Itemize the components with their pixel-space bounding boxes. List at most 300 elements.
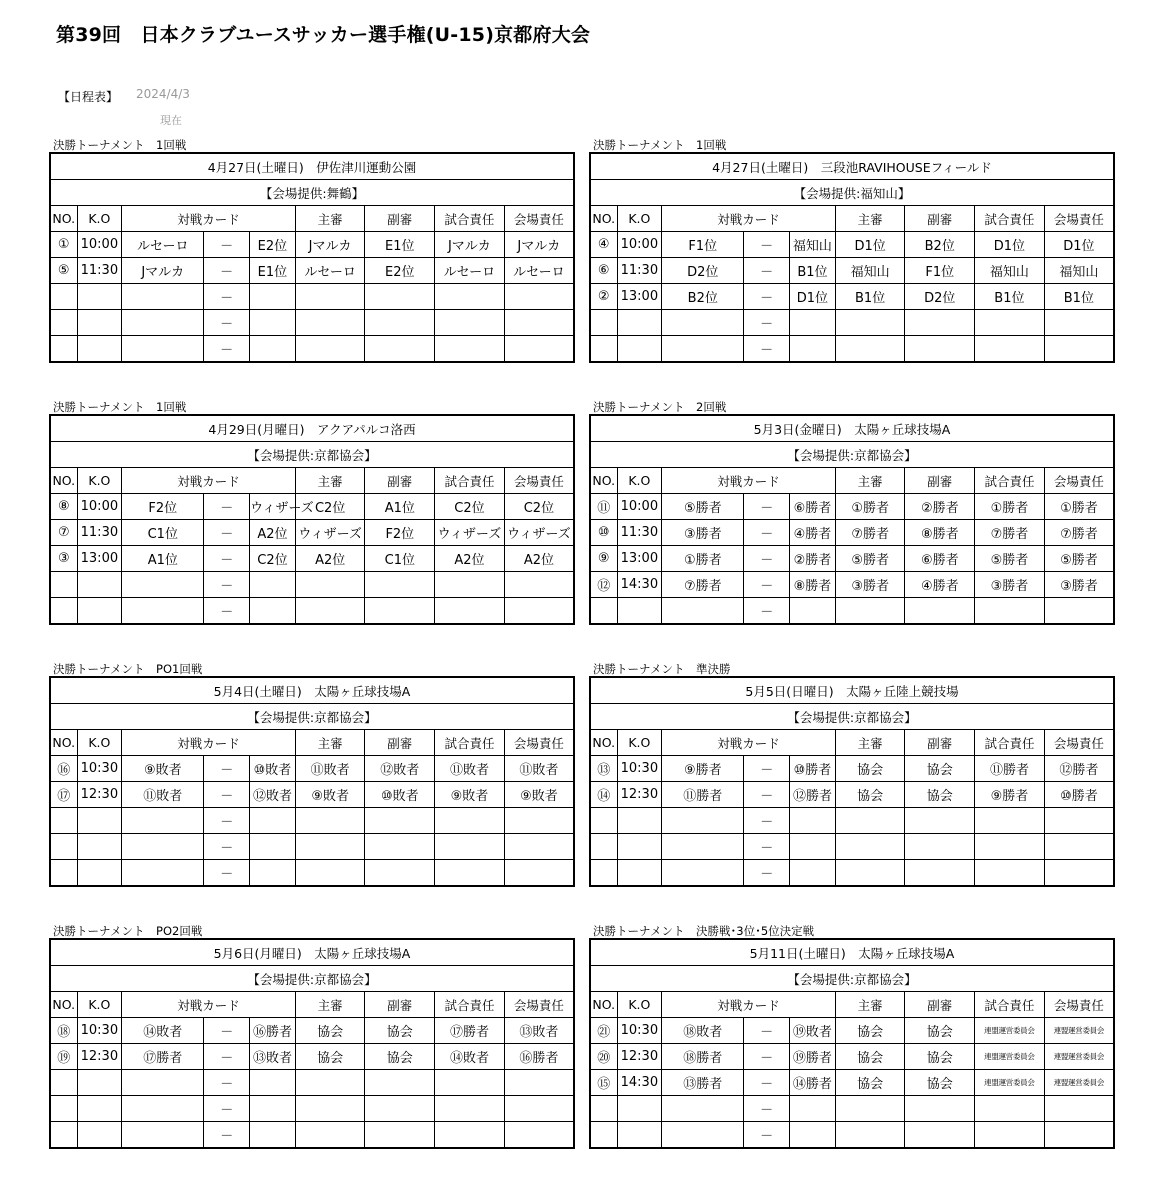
versus-dash: －: [204, 1070, 250, 1096]
kickoff-time: 10:00: [77, 494, 122, 520]
match-no: [590, 310, 617, 336]
match-row: [590, 520, 1114, 546]
schedule-block: [49, 138, 575, 363]
match-no: [50, 834, 77, 860]
provider-row: [50, 966, 574, 992]
col-header-ko: K.O: [77, 992, 122, 1018]
assistant-referee: [365, 572, 435, 598]
venue-cell: 5月3日(金曜日) 太陽ヶ丘球技場A: [590, 415, 1114, 442]
venue-cell: 5月6日(月曜日) 太陽ヶ丘球技場A: [50, 939, 574, 966]
kickoff-time: [77, 310, 122, 336]
col-header-referee: 主審: [835, 730, 905, 756]
col-header-assistant: 副審: [365, 468, 435, 494]
team-home: B2位: [662, 284, 744, 310]
provider-cell: 【会場提供:京都協会】: [590, 704, 1114, 730]
column-header-row: [50, 468, 574, 494]
match-row: [590, 598, 1114, 625]
match-row: [50, 572, 574, 598]
match-no: ⑬: [590, 756, 617, 782]
versus-dash: －: [744, 258, 790, 284]
match-row: [50, 1070, 574, 1096]
match-row: [590, 1122, 1114, 1149]
match-no: ⑯: [50, 756, 77, 782]
venue-responsible: ⑬敗者: [504, 1018, 574, 1044]
team-home: [122, 1096, 204, 1122]
col-header-match-card: 対戦カード: [122, 992, 296, 1018]
match-responsible: 連盟運営委員会: [975, 1044, 1045, 1070]
versus-dash: －: [744, 336, 790, 363]
kickoff-time: 10:00: [617, 232, 662, 258]
schedule-table: [589, 152, 1115, 363]
match-row: [50, 756, 574, 782]
col-header-match-responsible: 試合責任: [435, 206, 505, 232]
team-home: C1位: [122, 520, 204, 546]
match-responsible: [975, 1096, 1045, 1122]
match-responsible: [435, 598, 505, 625]
match-no: ㉑: [590, 1018, 617, 1044]
assistant-referee: [365, 336, 435, 363]
versus-dash: －: [204, 546, 250, 572]
col-header-match-responsible: 試合責任: [975, 730, 1045, 756]
match-row: [50, 860, 574, 887]
match-no: ⑭: [590, 782, 617, 808]
kickoff-time: 13:00: [617, 284, 662, 310]
referee: ウィザーズ: [295, 520, 365, 546]
assistant-referee: B2位: [905, 232, 975, 258]
match-row: [50, 494, 574, 520]
block-caption: 決勝トーナメント PO1回戦: [53, 662, 203, 676]
team-home: ルセーロ: [122, 232, 204, 258]
versus-dash: －: [744, 494, 790, 520]
venue-responsible: B1位: [1044, 284, 1114, 310]
match-responsible: [435, 336, 505, 363]
col-header-match-card: 対戦カード: [122, 730, 296, 756]
kickoff-time: 13:00: [77, 546, 122, 572]
match-row: [50, 1044, 574, 1070]
match-row: [50, 598, 574, 625]
column-header-row: [590, 992, 1114, 1018]
col-header-assistant: 副審: [365, 730, 435, 756]
team-home: [662, 310, 744, 336]
team-away: ⑯勝者: [250, 1018, 296, 1044]
match-no: [590, 1122, 617, 1149]
provider-cell: 【会場提供:京都協会】: [50, 966, 574, 992]
venue-responsible: 連盟運営委員会: [1044, 1044, 1114, 1070]
match-row: [590, 782, 1114, 808]
match-row: [590, 1044, 1114, 1070]
referee: [835, 1122, 905, 1149]
kickoff-time: [77, 1096, 122, 1122]
kickoff-time: [77, 572, 122, 598]
referee: A2位: [295, 546, 365, 572]
venue-responsible: ⑫勝者: [1044, 756, 1114, 782]
venue-responsible: [504, 1070, 574, 1096]
kickoff-time: 10:30: [617, 756, 662, 782]
versus-dash: －: [744, 782, 790, 808]
match-row: [50, 336, 574, 363]
provider-cell: 【会場提供:京都協会】: [590, 442, 1114, 468]
venue-cell: 4月29日(月曜日) アクアパルコ洛西: [50, 415, 574, 442]
col-header-no: NO.: [50, 992, 77, 1018]
team-away: E1位: [250, 258, 296, 284]
match-row: [590, 572, 1114, 598]
schedule-block: [49, 400, 575, 625]
page-title: 第39回 日本クラブユースサッカー選手権(U-15)京都府大会: [56, 24, 591, 46]
referee: [835, 808, 905, 834]
match-no: ⑨: [590, 546, 617, 572]
venue-responsible: ⑪敗者: [504, 756, 574, 782]
team-away: [250, 1096, 296, 1122]
match-responsible: ウィザーズ: [435, 520, 505, 546]
assistant-referee: [365, 860, 435, 887]
col-header-referee: 主審: [295, 992, 365, 1018]
block-caption: 決勝トーナメント 1回戦: [53, 138, 187, 152]
referee: ⑤勝者: [835, 546, 905, 572]
versus-dash: －: [204, 598, 250, 625]
referee: B1位: [835, 284, 905, 310]
match-responsible: C2位: [435, 494, 505, 520]
assistant-referee: [365, 1122, 435, 1149]
match-responsible: [435, 284, 505, 310]
assistant-referee: [365, 310, 435, 336]
team-away: [250, 598, 296, 625]
match-no: [590, 1096, 617, 1122]
team-home: ⑨勝者: [662, 756, 744, 782]
col-header-venue-responsible: 会場責任: [504, 730, 574, 756]
venue-responsible: ⑩勝者: [1044, 782, 1114, 808]
provider-row: [590, 180, 1114, 206]
provider-row: [590, 966, 1114, 992]
schedule-table: [49, 676, 575, 887]
venue-row: [50, 153, 574, 180]
column-header-row: [590, 206, 1114, 232]
team-home: [122, 1122, 204, 1149]
referee: [835, 336, 905, 363]
referee: [835, 1096, 905, 1122]
kickoff-time: 13:00: [617, 546, 662, 572]
match-responsible: ①勝者: [975, 494, 1045, 520]
match-no: ⑱: [50, 1018, 77, 1044]
team-away: ⑩敗者: [250, 756, 296, 782]
team-away: [250, 808, 296, 834]
referee: [295, 598, 365, 625]
team-home: [122, 598, 204, 625]
match-row: [50, 1096, 574, 1122]
versus-dash: －: [744, 310, 790, 336]
referee: 協会: [835, 1018, 905, 1044]
match-row: [590, 834, 1114, 860]
versus-dash: －: [744, 1122, 790, 1149]
team-home: [122, 284, 204, 310]
match-no: [50, 1096, 77, 1122]
col-header-venue-responsible: 会場責任: [504, 992, 574, 1018]
match-row: [590, 310, 1114, 336]
team-home: [662, 336, 744, 363]
match-responsible: ⑪勝者: [975, 756, 1045, 782]
match-no: [50, 860, 77, 887]
assistant-referee: [905, 1122, 975, 1149]
col-header-assistant: 副審: [905, 730, 975, 756]
referee: [835, 310, 905, 336]
venue-responsible: [1044, 808, 1114, 834]
col-header-referee: 主審: [295, 468, 365, 494]
versus-dash: －: [204, 1044, 250, 1070]
venue-row: [590, 415, 1114, 442]
assistant-referee: 協会: [905, 756, 975, 782]
venue-responsible: ③勝者: [1044, 572, 1114, 598]
versus-dash: －: [744, 232, 790, 258]
team-away: [250, 1070, 296, 1096]
match-responsible: [435, 1122, 505, 1149]
match-responsible: [435, 834, 505, 860]
match-row: [50, 284, 574, 310]
team-away: ⑬敗者: [250, 1044, 296, 1070]
team-away: B1位: [790, 258, 836, 284]
match-row: [50, 310, 574, 336]
team-home: ⑰勝者: [122, 1044, 204, 1070]
col-header-ko: K.O: [77, 730, 122, 756]
assistant-referee: [905, 808, 975, 834]
assistant-referee: [365, 834, 435, 860]
col-header-ko: K.O: [617, 992, 662, 1018]
team-away: [250, 1122, 296, 1149]
venue-responsible: [1044, 1096, 1114, 1122]
referee: [295, 310, 365, 336]
team-away: ④勝者: [790, 520, 836, 546]
venue-responsible: ⑯勝者: [504, 1044, 574, 1070]
referee: C2位: [295, 494, 365, 520]
assistant-referee: [905, 834, 975, 860]
schedule-block: [589, 138, 1115, 363]
team-home: ⑪勝者: [662, 782, 744, 808]
versus-dash: －: [204, 1018, 250, 1044]
match-no: [50, 310, 77, 336]
provider-row: [50, 704, 574, 730]
match-no: ⑰: [50, 782, 77, 808]
assistant-referee: [905, 598, 975, 625]
block-caption: 決勝トーナメント 1回戦: [53, 400, 187, 414]
team-home: ⑤勝者: [662, 494, 744, 520]
venue-row: [50, 415, 574, 442]
team-away: ②勝者: [790, 546, 836, 572]
kickoff-time: 10:30: [617, 1018, 662, 1044]
kickoff-time: 11:30: [617, 520, 662, 546]
kickoff-time: 10:30: [77, 1018, 122, 1044]
referee: D1位: [835, 232, 905, 258]
column-header-row: [50, 730, 574, 756]
match-no: [590, 598, 617, 625]
kickoff-time: [77, 284, 122, 310]
venue-responsible: ①勝者: [1044, 494, 1114, 520]
col-header-ko: K.O: [617, 468, 662, 494]
assistant-referee: D2位: [905, 284, 975, 310]
column-header-row: [590, 468, 1114, 494]
match-responsible: [435, 860, 505, 887]
referee: 協会: [835, 1044, 905, 1070]
col-header-referee: 主審: [835, 992, 905, 1018]
versus-dash: －: [204, 520, 250, 546]
team-away: D1位: [790, 284, 836, 310]
team-home: [122, 572, 204, 598]
column-header-row: [50, 206, 574, 232]
column-header-row: [590, 730, 1114, 756]
team-home: ⑨敗者: [122, 756, 204, 782]
col-header-referee: 主審: [295, 730, 365, 756]
assistant-referee: 協会: [905, 1018, 975, 1044]
block-caption: 決勝トーナメント PO2回戦: [53, 924, 203, 938]
versus-dash: －: [204, 310, 250, 336]
venue-responsible: C2位: [504, 494, 574, 520]
assistant-referee: C1位: [365, 546, 435, 572]
versus-dash: －: [204, 782, 250, 808]
match-responsible: [975, 336, 1045, 363]
kickoff-time: 12:30: [77, 1044, 122, 1070]
col-header-ko: K.O: [77, 468, 122, 494]
referee: [295, 1096, 365, 1122]
team-home: ①勝者: [662, 546, 744, 572]
schedule-table: [589, 676, 1115, 887]
match-no: [50, 1122, 77, 1149]
col-header-assistant: 副審: [905, 206, 975, 232]
versus-dash: －: [744, 1096, 790, 1122]
versus-dash: －: [744, 546, 790, 572]
match-responsible: ⑪敗者: [435, 756, 505, 782]
provider-cell: 【会場提供:福知山】: [590, 180, 1114, 206]
team-home: ⑪敗者: [122, 782, 204, 808]
venue-responsible: ⑨敗者: [504, 782, 574, 808]
venue-responsible: [1044, 336, 1114, 363]
match-responsible: D1位: [975, 232, 1045, 258]
match-responsible: Jマルカ: [435, 232, 505, 258]
venue-responsible: [1044, 834, 1114, 860]
team-away: [250, 860, 296, 887]
match-no: [50, 1070, 77, 1096]
schedule-table: [589, 938, 1115, 1149]
kickoff-time: [617, 310, 662, 336]
referee: [835, 598, 905, 625]
assistant-referee: [905, 336, 975, 363]
match-row: [50, 1122, 574, 1149]
match-row: [50, 808, 574, 834]
block-caption: 決勝トーナメント 準決勝: [593, 662, 731, 676]
referee: [835, 860, 905, 887]
match-no: ⑪: [590, 494, 617, 520]
venue-responsible: ウィザーズ: [504, 520, 574, 546]
team-away: [790, 310, 836, 336]
assistant-referee: [905, 310, 975, 336]
versus-dash: －: [744, 520, 790, 546]
venue-responsible: [1044, 310, 1114, 336]
team-home: [122, 834, 204, 860]
schedule-table: [49, 414, 575, 625]
kickoff-time: [77, 860, 122, 887]
match-responsible: ⑭敗者: [435, 1044, 505, 1070]
col-header-assistant: 副審: [905, 992, 975, 1018]
kickoff-time: 12:30: [77, 782, 122, 808]
versus-dash: －: [204, 494, 250, 520]
team-away: [790, 1096, 836, 1122]
referee: [295, 572, 365, 598]
assistant-referee: ⑧勝者: [905, 520, 975, 546]
team-home: [662, 1122, 744, 1149]
match-no: ⑫: [590, 572, 617, 598]
match-responsible: ⑦勝者: [975, 520, 1045, 546]
team-away: C2位: [250, 546, 296, 572]
match-row: [50, 232, 574, 258]
team-away: ⑩勝者: [790, 756, 836, 782]
col-header-no: NO.: [590, 992, 617, 1018]
team-home: A1位: [122, 546, 204, 572]
referee: ⑪敗者: [295, 756, 365, 782]
referee: 協会: [295, 1044, 365, 1070]
referee: [295, 284, 365, 310]
match-no: [50, 572, 77, 598]
kickoff-time: [617, 1122, 662, 1149]
assistant-referee: [365, 284, 435, 310]
venue-responsible: 連盟運営委員会: [1044, 1070, 1114, 1096]
venue-responsible: A2位: [504, 546, 574, 572]
versus-dash: －: [204, 572, 250, 598]
versus-dash: －: [744, 598, 790, 625]
col-header-ko: K.O: [617, 206, 662, 232]
col-header-referee: 主審: [835, 468, 905, 494]
assistant-referee: F2位: [365, 520, 435, 546]
venue-responsible: [504, 310, 574, 336]
team-home: Jマルカ: [122, 258, 204, 284]
col-header-venue-responsible: 会場責任: [1044, 730, 1114, 756]
match-responsible: [975, 598, 1045, 625]
col-header-match-responsible: 試合責任: [435, 730, 505, 756]
match-no: ④: [590, 232, 617, 258]
assistant-referee: ⑩敗者: [365, 782, 435, 808]
venue-responsible: [504, 598, 574, 625]
col-header-ko: K.O: [77, 206, 122, 232]
col-header-venue-responsible: 会場責任: [1044, 992, 1114, 1018]
col-header-match-card: 対戦カード: [662, 206, 836, 232]
team-away: [790, 336, 836, 363]
col-header-venue-responsible: 会場責任: [1044, 206, 1114, 232]
match-no: ⑤: [50, 258, 77, 284]
team-away: [250, 834, 296, 860]
team-away: ⑫勝者: [790, 782, 836, 808]
match-no: [50, 284, 77, 310]
column-header-row: [50, 992, 574, 1018]
kickoff-time: 14:30: [617, 572, 662, 598]
match-no: ⑮: [590, 1070, 617, 1096]
team-home: [122, 336, 204, 363]
assistant-referee: E2位: [365, 258, 435, 284]
versus-dash: －: [204, 258, 250, 284]
team-home: [662, 598, 744, 625]
kickoff-time: [617, 834, 662, 860]
referee: ③勝者: [835, 572, 905, 598]
match-no: ⑩: [590, 520, 617, 546]
venue-responsible: 福知山: [1044, 258, 1114, 284]
versus-dash: －: [204, 336, 250, 363]
col-header-no: NO.: [590, 730, 617, 756]
team-home: F1位: [662, 232, 744, 258]
venue-responsible: 連盟運営委員会: [1044, 1018, 1114, 1044]
col-header-ko: K.O: [617, 730, 662, 756]
match-no: ⑥: [590, 258, 617, 284]
team-away: ⑲敗者: [790, 1018, 836, 1044]
kickoff-time: 11:30: [77, 258, 122, 284]
match-row: [590, 756, 1114, 782]
col-header-match-card: 対戦カード: [662, 468, 836, 494]
team-away: [250, 310, 296, 336]
versus-dash: －: [204, 232, 250, 258]
venue-responsible: [1044, 860, 1114, 887]
